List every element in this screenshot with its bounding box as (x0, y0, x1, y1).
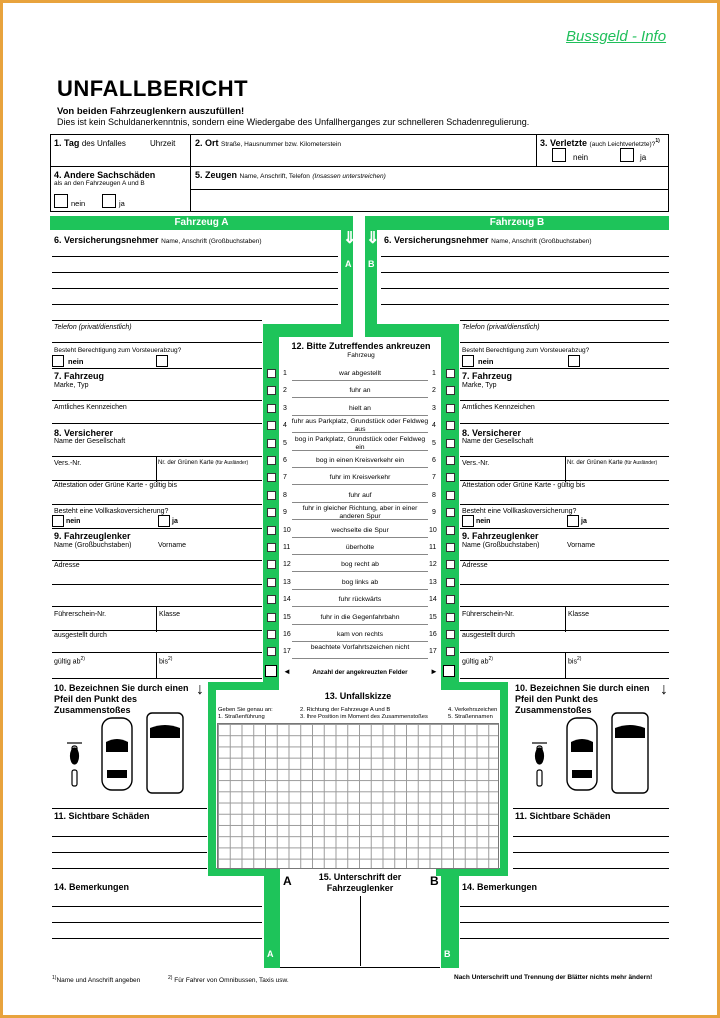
checkbox-b-6[interactable] (446, 456, 455, 465)
item-text: fuhr im Kreisverkehr (329, 474, 391, 482)
letter-a-bottom: A (267, 949, 274, 959)
footnote-2: $^{2)}$ Für Fahrer von Omnibussen, Taxis usw. (168, 975, 289, 985)
item-number-a: 6 (283, 457, 287, 464)
checkbox-a-4[interactable] (267, 421, 276, 430)
checkbox-b-14[interactable] (446, 595, 455, 604)
item-number-a: 5 (283, 439, 287, 447)
item-text: fuhr in gleicher Richtung, aber in einer anderen Spur (302, 505, 418, 521)
item-number-b: 1 (432, 370, 436, 377)
car-a-icon (102, 718, 132, 790)
motorcycle-a-icon (67, 743, 82, 786)
section-12-title: 12. Bitte Zutreffendes ankreuzen (291, 341, 431, 351)
vehicles-a-illustration (62, 708, 202, 798)
item-text: fuhr aus Parkplatz, Grundstück oder Feldweg aus (291, 418, 429, 434)
vehicles-b-illustration (522, 708, 662, 798)
item-text: überholte (345, 544, 375, 551)
item-number-b: 6 (432, 457, 436, 464)
sketch-grid[interactable] (217, 723, 499, 869)
checkbox-a-13[interactable] (267, 578, 276, 587)
item-text: bog in einen Kreisverkehr ein (315, 457, 405, 464)
item-text: kam von rechts (336, 631, 384, 638)
vat-b-yes-checkbox[interactable] (568, 355, 580, 367)
item-text: bog in Parkplatz, Grundstück oder Feldweg ein (294, 435, 426, 451)
checkbox-a-15[interactable] (267, 613, 276, 622)
field-4-title: 4. Andere Sachschäden (54, 170, 156, 180)
vehicle-a-title: Fahrzeug A (174, 217, 229, 228)
checkbox-a-2[interactable] (267, 386, 276, 395)
checkbox-a-11[interactable] (267, 543, 276, 552)
item-number-a: 13 (283, 578, 291, 586)
checkbox-a-6[interactable] (267, 456, 276, 465)
item-number-b: 2 (432, 387, 436, 395)
item-text: fuhr auf (348, 491, 372, 499)
item-number-b: 12 (429, 561, 437, 569)
signature-area[interactable] (281, 896, 439, 966)
checkbox-a-7[interactable] (267, 473, 276, 482)
item-number-a: 14 (283, 596, 291, 604)
brand-link[interactable]: Bussgeld - Info (566, 28, 667, 45)
item-number-b: 9 (432, 509, 436, 517)
vat-a-no-checkbox[interactable] (52, 355, 64, 367)
item-number-a: 3 (283, 404, 287, 412)
fullins-a-no-checkbox[interactable] (52, 515, 64, 527)
checkbox-b-2[interactable] (446, 386, 455, 395)
item-number-a: 9 (283, 509, 287, 517)
section-12-subtitle: Fahrzeug (347, 352, 375, 359)
sketch-instruction-1: Geben Sie genau an: 1. Straßenführung (218, 707, 273, 720)
injured-yes-label: ja (640, 153, 647, 162)
letter-a-top: A (345, 259, 352, 269)
item-number-a: 10 (283, 526, 291, 534)
arrow-down-a-icon: ⇓ (343, 230, 357, 247)
arrow-down-10a-icon: ↓ (196, 681, 204, 698)
item-number-b: 4 (432, 422, 436, 430)
checkbox-b-13[interactable] (446, 578, 455, 587)
field-1-time: Uhrzeit (150, 139, 176, 148)
item-number-b: 5 (432, 439, 436, 447)
item-text: fuhr rückwärts (338, 596, 382, 604)
item-number-a: 17 (283, 648, 291, 656)
signature-letter-a: A (283, 874, 292, 888)
sketch-instruction-2: 2. Richtung der Fahrzeuge A und B 3. Ihre Position im Moment des Zusammenstoßes (300, 707, 428, 720)
damage-no-label: nein (71, 199, 86, 208)
item-number-a: 4 (283, 422, 287, 430)
count-b-box[interactable] (443, 665, 455, 677)
item-text: fuhr in die Gegenfahrbahn (320, 613, 400, 621)
checkbox-a-14[interactable] (267, 595, 276, 604)
checkbox-b-12[interactable] (446, 560, 455, 569)
field-3-injured: 3. Verletzte (auch Leichtverletzte)?$^{1)}$ (540, 138, 660, 148)
item-number-b: 16 (429, 631, 437, 638)
injured-yes-checkbox[interactable] (620, 148, 634, 162)
checkbox-b-11[interactable] (446, 543, 455, 552)
page-title: UNFALLBERICHT (57, 76, 249, 101)
item-number-a: 7 (283, 474, 287, 482)
damage-yes-checkbox[interactable] (102, 194, 116, 208)
letter-b-top: B (368, 259, 375, 269)
checkbox-b-16[interactable] (446, 630, 455, 639)
checkbox-a-5[interactable] (267, 439, 276, 448)
count-arrow-left-icon: ◄ (283, 667, 291, 676)
injured-no-checkbox[interactable] (552, 148, 566, 162)
item-number-a: 2 (283, 387, 287, 395)
item-number-a: 15 (283, 613, 291, 621)
truck-b-icon (612, 713, 648, 793)
checkbox-b-8[interactable] (446, 491, 455, 500)
item-number-b: 3 (432, 404, 436, 412)
item-number-b: 15 (429, 613, 437, 621)
count-arrow-right-icon: ► (430, 667, 438, 676)
field-1-date: 1. Tag des Unfalles (54, 138, 126, 148)
item-number-a: 12 (283, 561, 291, 569)
fullins-b-no-checkbox[interactable] (462, 515, 474, 527)
checkbox-a-8[interactable] (267, 491, 276, 500)
checkbox-b-7[interactable] (446, 473, 455, 482)
letter-b-bottom: B (444, 949, 451, 959)
checkbox-a-9[interactable] (267, 508, 276, 517)
fullins-b-yes-checkbox[interactable] (567, 515, 579, 527)
checkbox-a-17[interactable] (267, 647, 276, 656)
arrow-down-b-icon: ⇓ (366, 230, 380, 247)
damage-yes-label: ja (119, 199, 125, 208)
checkbox-b-15[interactable] (446, 613, 455, 622)
item-text: fuhr an (349, 387, 371, 395)
field-2-place: 2. Ort Straße, Hausnummer bzw. Kilometerstein (195, 138, 341, 148)
vehicle-b-title: Fahrzeug B (489, 217, 545, 228)
item-number-a: 8 (283, 491, 287, 499)
vat-a-yes-checkbox[interactable] (156, 355, 168, 367)
item-number-b: 11 (429, 544, 437, 551)
item-number-a: 1 (283, 370, 287, 377)
signature-letter-b: B (430, 874, 439, 888)
damage-no-checkbox[interactable] (54, 194, 68, 208)
arrow-down-10b-icon: ↓ (660, 681, 668, 698)
checkbox-b-4[interactable] (446, 421, 455, 430)
injured-no-label: nein (573, 153, 589, 162)
checkbox-a-16[interactable] (267, 630, 276, 639)
item-text: bog recht ab (341, 561, 379, 569)
field-5-witnesses: 5. Zeugen Name, Anschrift, Telefon (Insassen unterstreichen) (195, 170, 386, 180)
subtitle: Dies ist kein Schuldanerkenntnis, sondern eine Wiedergabe des Unfallherganges zur schnelleren Schadenregulierung. (57, 117, 530, 127)
checkbox-b-17[interactable] (446, 647, 455, 656)
checkbox-a-1[interactable] (267, 369, 276, 378)
item-text: war abgestellt (339, 370, 381, 377)
car-b-icon (567, 718, 597, 790)
vat-b-no-checkbox[interactable] (462, 355, 474, 367)
motorcycle-b-icon (532, 743, 547, 786)
item-number-b: 8 (432, 491, 436, 499)
count-a-box[interactable] (265, 665, 277, 677)
count-label: Anzahl der angekreuzten Felder (312, 669, 408, 676)
checkbox-b-10[interactable] (446, 526, 455, 535)
item-number-a: 16 (283, 631, 291, 638)
footnote-1: $^{1)}$Name und Anschrift angeben (52, 975, 141, 985)
section-13-title: 13. Unfallskizze (324, 691, 392, 701)
checkbox-b-3[interactable] (446, 404, 455, 413)
section-15-title: 15. Unterschrift der Fahrzeuglenker (318, 872, 402, 893)
item-text: wechselte die Spur (331, 526, 389, 534)
sketch-instruction-3: 4. Verkehrszeichen 5. Straßennamen (448, 707, 498, 720)
subtitle-bold: Von beiden Fahrzeuglenkern auszufüllen! (57, 106, 245, 117)
item-number-b: 13 (429, 578, 437, 586)
checkbox-a-10[interactable] (267, 526, 276, 535)
fullins-a-yes-checkbox[interactable] (158, 515, 170, 527)
checkbox-b-5[interactable] (446, 439, 455, 448)
item-number-b: 7 (432, 474, 436, 482)
checkbox-b-9[interactable] (446, 508, 455, 517)
checkbox-b-1[interactable] (446, 369, 455, 378)
footer-note: Nach Unterschrift und Trennung der Blätter nichts mehr ändern! (454, 974, 653, 981)
item-number-b: 10 (429, 526, 437, 534)
item-number-b: 17 (429, 648, 437, 656)
item-number-a: 11 (283, 544, 291, 551)
item-text: bog links ab (341, 578, 379, 586)
truck-a-icon (147, 713, 183, 793)
item-text: beachtete Vorfahrtszeichen nicht (310, 644, 410, 652)
checkbox-a-12[interactable] (267, 560, 276, 569)
item-number-b: 14 (429, 596, 437, 604)
item-text: hielt an (349, 404, 371, 412)
field-4-sub: als an den Fahrzeugen A und B (54, 180, 145, 187)
checkbox-a-3[interactable] (267, 404, 276, 413)
